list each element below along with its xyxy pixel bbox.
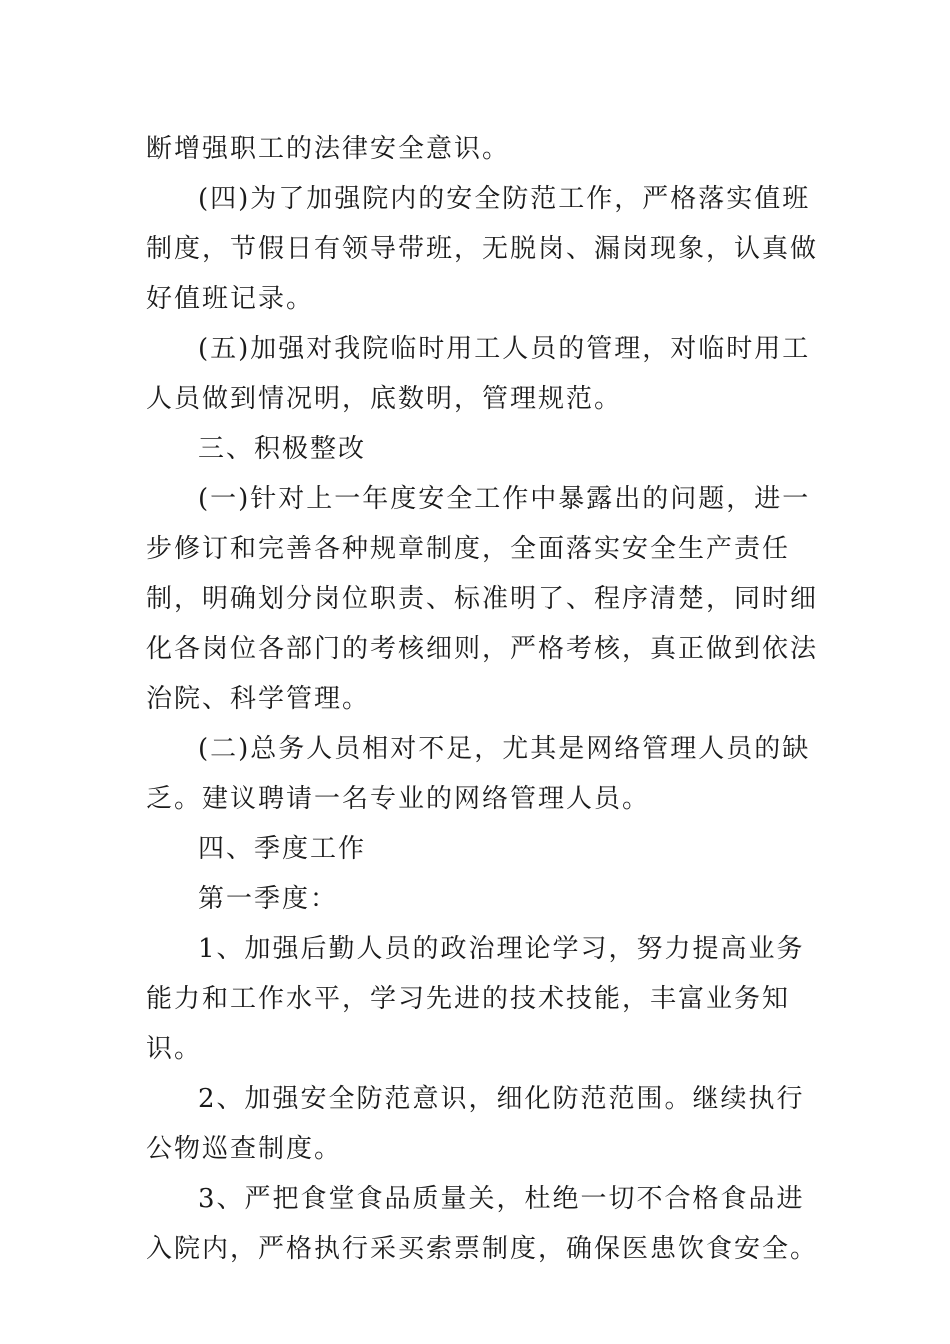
list-item-3: 3、严把食堂食品质量关，杜绝一切不合格食品进入院内，严格执行采买索票制度，确保医患饮食安全。	[146, 1184, 819, 1264]
list-item-1: 1、加强后勤人员的政治理论学习，努力提高业务能力和工作水平，学习先进的技术技能，丰富业务知识。	[146, 934, 805, 1064]
list-item-2: 2、加强安全防范意识，细化防范范围。继续执行公物巡查制度。	[146, 1084, 805, 1164]
paragraph-rectify-1: (一)针对上一年度安全工作中暴露出的问题，进一步修订和完善各种规章制度，全面落实安全生产责任制，明确划分岗位职责、标准明了、程序清楚，同时细化各岗位各部门的考核细则，严格考核，真正做到依法治院、科学管理。	[146, 484, 819, 714]
section-heading-4: 四、季度工作	[198, 834, 367, 864]
section-heading-3: 三、积极整改	[198, 434, 367, 464]
paragraph-item-4: (四)为了加强院内的安全防范工作，严格落实值班制度，节假日有领导带班，无脱岗、漏岗现象，认真做好值班记录。	[146, 184, 819, 314]
subheading-first-quarter: 第一季度：	[198, 884, 339, 914]
paragraph-rectify-2: (二)总务人员相对不足，尤其是网络管理人员的缺乏。建议聘请一名专业的网络管理人员。	[146, 734, 811, 814]
paragraph-item-5: (五)加强对我院临时用工人员的管理，对临时用工人员做到情况明，底数明，管理规范。	[146, 334, 811, 414]
document-body	[146, 124, 826, 1274]
paragraph-continuation: 断增强职工的法律安全意识。	[146, 134, 511, 164]
